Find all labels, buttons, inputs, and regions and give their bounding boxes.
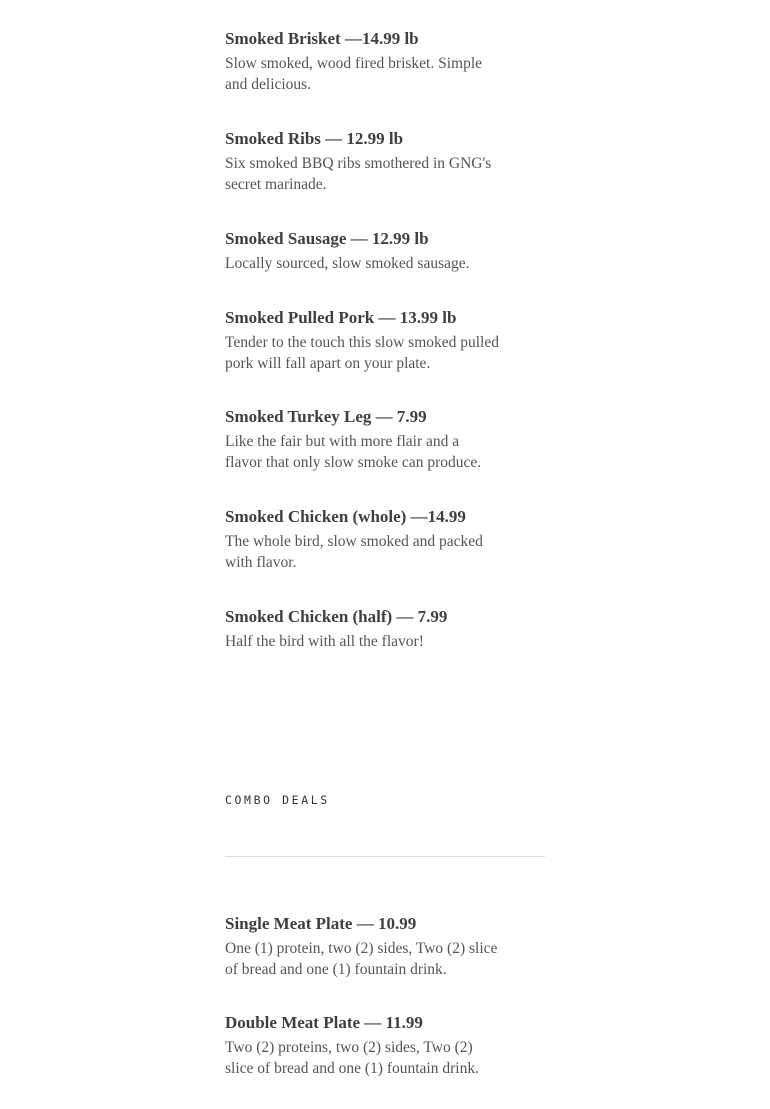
- item-title: Smoked Sausage — 12.99 lb: [225, 229, 429, 248]
- combo-item-single-meat: [225, 913, 500, 980]
- item-description: Half the bird with all the flavor!: [225, 633, 424, 650]
- item-description: Tender to the touch this slow smoked pulled pork will fall apart on your plate.: [225, 334, 499, 372]
- section-divider: [225, 856, 545, 857]
- item-description: The whole bird, slow smoked and packed with flavor.: [225, 533, 483, 571]
- item-title: Smoked Ribs — 12.99 lb: [225, 129, 404, 148]
- item-title: Double Meat Plate — 11.99: [225, 1013, 423, 1032]
- item-description: One (1) protein, two (2) sides, Two (2) slice of bread and one (1) fountain drink.: [225, 940, 498, 978]
- item-title: Single Meat Plate — 10.99: [225, 914, 417, 933]
- combo-item-double-meat: [225, 1012, 500, 1079]
- item-title: Smoked Chicken (half) — 7.99: [225, 607, 448, 626]
- combo-deals-heading: COMBO DEALS: [225, 793, 330, 807]
- menu-item-brisket: [225, 28, 500, 95]
- menu-item-pulled-pork: [225, 307, 500, 374]
- menu-item-ribs: [225, 128, 500, 195]
- menu-item-chicken-half: [225, 606, 500, 652]
- item-description: Locally sourced, slow smoked sausage.: [225, 255, 470, 272]
- item-description: Two (2) proteins, two (2) sides, Two (2) slice of bread and one (1) fountain drink.: [225, 1039, 479, 1077]
- menu-item-sausage: [225, 228, 500, 274]
- item-title: Smoked Turkey Leg — 7.99: [225, 407, 427, 426]
- item-description: Slow smoked, wood fired brisket. Simple and delicious.: [225, 55, 483, 93]
- item-description: Like the fair but with more flair and a flavor that only slow smoke can produce.: [225, 433, 482, 471]
- item-title: Smoked Brisket —14.99 lb: [225, 29, 419, 48]
- menu-item-chicken-whole: [225, 506, 500, 573]
- item-title: Smoked Chicken (whole) —14.99: [225, 507, 466, 526]
- item-title: Smoked Pulled Pork — 13.99 lb: [225, 308, 457, 327]
- menu-item-turkey-leg: [225, 406, 500, 473]
- item-description: Six smoked BBQ ribs smothered in GNG's secret marinade.: [225, 155, 492, 193]
